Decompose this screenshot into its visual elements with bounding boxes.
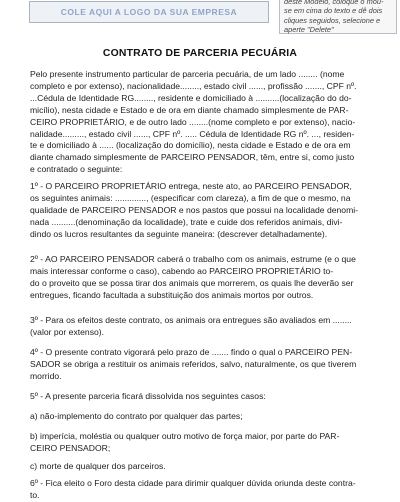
clause-5b-item: b) imperícia, moléstia ou qualquer outro motivo de força maior, por parte do PAR- CEIRO PENSADOR; — [30, 431, 340, 453]
clause-1-paragraph: 1º - O PARCEIRO PROPRIETÁRIO entrega, neste ato, ao PARCEIRO PENSADOR, os seguintes animais: ............., (especificar com clareza), a fim de que o mesmo, na qualidade de PARCEIRO PENSADOR e nos pastos que possui na localidade denomi- nada ..........(denominação da localidade), trate e cuide dos referidos animais, divi- dindo os lucros resultantes da seguinte maneira: (descrever detalhadamente). — [30, 181, 359, 239]
clause-6-paragraph: 6º - Fica eleito o Foro desta cidade para dirimir qualquer dúvida oriunda deste contra- to. — [30, 478, 356, 500]
instruction-note-text: deste Modelo, coloque o mou- se em cima do texto e dê dois cliques seguidos, selecione e aperte "Delete" — [284, 0, 384, 34]
clause-2-paragraph: 2º - AO PARCEIRO PENSADOR caberá o trabalho com os animais, estrume (e o que mais interessar conforme o caso), cabendo ao PARCEIRO PROPRIETÁRIO to- do o proveito que se possa tirar dos animais que morrerem, os quais lhe deverão ser entregues, ficando facultada a substituição dos animais mortos por outros. — [30, 254, 356, 300]
clause-4-paragraph: 4º - O presente contrato vigorará pelo prazo de ....... findo o qual o PARCEIRO PEN- SADOR se obriga a restituir os animais referidos, salvo, naturalmente, os que tiverem morrido. — [30, 347, 357, 381]
logo-placeholder-text: COLE AQUI A LOGO DA SUA EMPRESA — [60, 7, 238, 17]
clause-5-paragraph: 5º - A presente parceria ficará dissolvida nos seguintes casos: — [30, 391, 266, 401]
clause-5c-item: c) morte de qualquer dos parceiros. — [30, 461, 166, 471]
clause-5a-item: a) não-implemento do contrato por qualquer das partes; — [30, 411, 243, 421]
instruction-note — [279, 0, 397, 34]
clause-3-paragraph: 3º - Para os efeitos deste contrato, os animais ora entregues são avaliados em ........ (valor por extenso). — [30, 315, 352, 337]
preamble-paragraph: Pelo presente instrumento particular de parceria pecuária, de um lado ........ (nome completo e por extenso), nacionalidade........, estado civil ......, profissão ......., CPF nº. ...Cédula de Identidade RG........, residente e domiciliado à ..........(localização do do- micílio), nesta cidade e Estado e de ora em diante chamado simplesmente de PAR- CEIRO PROPRIETÁRIO, e de outro lado ........(nome completo e por extenso), nacio- nalidade........., estado civil ......, CPF nº. ..... Cédula de Identidade RG nº. ..., residen- te e domiciliado à ...... (localização do domicílio), nesta cidade e Estado e de ora em diante chamado simplesmente de PARCEIRO PENSADOR, têm, entre si, como justo e contratado o seguinte: — [30, 69, 357, 175]
company-logo-placeholder — [29, 1, 269, 23]
contract-title: CONTRATO DE PARCERIA PECUÁRIA — [102, 48, 298, 59]
